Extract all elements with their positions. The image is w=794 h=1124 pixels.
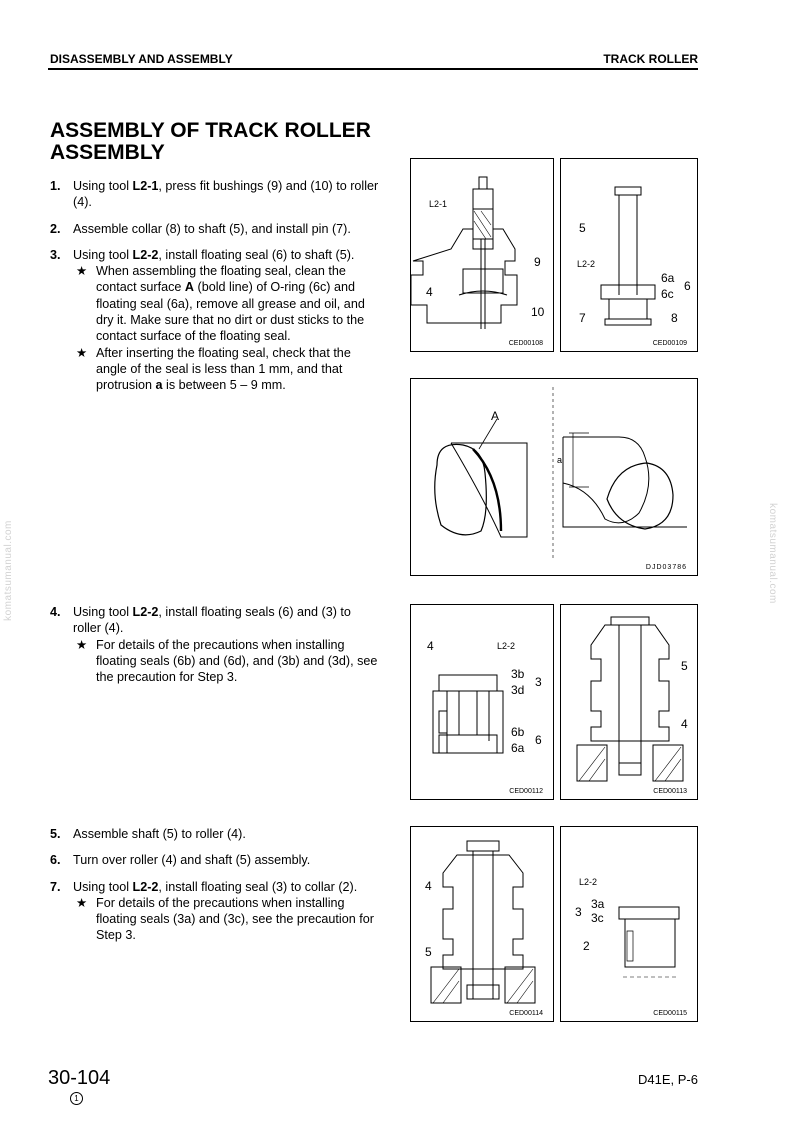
- step-text: , install floating seal (3) to collar (2).: [158, 879, 358, 894]
- step-text: Using tool: [73, 247, 133, 262]
- tool-code: L2-2: [132, 605, 159, 619]
- step-text: Using tool: [73, 605, 133, 619]
- tool-label: L2-2: [497, 641, 516, 651]
- part-label-2: 2: [583, 939, 590, 953]
- step-text: Using tool: [73, 879, 133, 894]
- step-3-note-2: [73, 345, 382, 394]
- part-label-3c: 3c: [591, 911, 604, 925]
- star-icon: ★: [76, 345, 88, 360]
- part-label-4: 4: [427, 639, 434, 653]
- step-5: [50, 826, 382, 842]
- part-label-4: 4: [426, 285, 433, 299]
- part-label-3: 3: [535, 675, 542, 689]
- step-group-1: [50, 178, 382, 404]
- title-line-1: ASSEMBLY OF TRACK ROLLER: [50, 119, 371, 142]
- note-text: When assembling the floating seal, clean the contact surface: [96, 264, 346, 295]
- figure-ced00108: [410, 158, 554, 352]
- part-label-3a: 3a: [591, 897, 605, 911]
- figure-code: CED00113: [653, 788, 687, 795]
- step-text: , install floating seal (6) to shaft (5).: [158, 247, 355, 262]
- step-text: , install floating seals (6) and (3) to roller (4).: [73, 605, 351, 636]
- part-label-6a: 6a: [661, 271, 675, 285]
- step-7-note-1: [73, 895, 382, 944]
- part-label-6: 6: [535, 733, 542, 747]
- tool-label: L2-2: [579, 877, 598, 887]
- roller-shaft-assembly-drawing: [411, 827, 555, 1023]
- step-number: 4.: [50, 605, 61, 619]
- part-label-5: 5: [425, 945, 432, 959]
- step-text: Assemble shaft (5) to roller (4).: [73, 827, 246, 841]
- tool-code: L2-2: [132, 879, 159, 894]
- figure-ced00112: [410, 604, 554, 800]
- figure-ced00113: [560, 604, 698, 800]
- figure-code: CED00115: [653, 1010, 687, 1017]
- page-number: 30-104: [48, 1067, 111, 1089]
- header-section: DISASSEMBLY AND ASSEMBLY: [50, 52, 233, 66]
- figure-code: CED00112: [509, 788, 543, 795]
- part-label-10: 10: [531, 305, 545, 319]
- part-label-3b: 3b: [511, 667, 525, 681]
- part-label-6a: 6a: [511, 741, 525, 755]
- step-4-note-1: [73, 637, 382, 686]
- figure-djd03786: [410, 378, 698, 576]
- part-label-5: 5: [579, 221, 586, 235]
- collar-seal-install-drawing: [561, 827, 699, 1023]
- step-4: [50, 604, 382, 685]
- surface-label-a: A: [491, 409, 500, 423]
- step-text: Assemble collar (8) to shaft (5), and install pin (7).: [73, 221, 351, 236]
- title-line-2: ASSEMBLY: [50, 141, 165, 164]
- step-number: 2.: [50, 221, 61, 236]
- step-number: 3.: [50, 247, 61, 262]
- part-label-6b: 6b: [511, 725, 525, 739]
- figure-code: CED00109: [652, 340, 687, 347]
- figure-code: DJD03786: [645, 564, 687, 571]
- header-topic: TRACK ROLLER: [603, 52, 698, 66]
- model-code: D41E, P-6: [638, 1072, 698, 1087]
- header-rule: [48, 68, 698, 70]
- watermark-right: komatsumanual.com: [766, 503, 778, 604]
- shaft-into-roller-drawing: [561, 605, 699, 801]
- note-text: For details of the precautions when installing floating seals (3a) and (3c), see the precaution for Step 3.: [96, 895, 374, 943]
- part-label-4: 4: [425, 879, 432, 893]
- figure-code: CED00114: [509, 1010, 543, 1017]
- star-icon: ★: [76, 264, 88, 279]
- tool-label: L2-2: [577, 259, 596, 269]
- part-label-6: 6: [684, 279, 691, 293]
- figure-ced00109: [560, 158, 698, 352]
- step-2: [50, 221, 382, 237]
- part-label-8: 8: [671, 311, 678, 325]
- note-bold: a: [155, 378, 163, 393]
- tool-code: L2-2: [132, 247, 159, 262]
- step-text: Using tool: [73, 179, 133, 193]
- part-label-3: 3: [575, 905, 582, 919]
- star-icon: ★: [76, 637, 88, 652]
- step-text: , press fit bushings (9) and (10) to roller (4).: [73, 179, 379, 210]
- step-3: [50, 247, 382, 394]
- part-label-3d: 3d: [511, 683, 525, 697]
- step-number: 5.: [50, 827, 61, 841]
- floating-seal-contact-drawing: [411, 379, 699, 577]
- step-1: [50, 178, 382, 211]
- step-text: Turn over roller (4) and shaft (5) assembly.: [73, 853, 311, 868]
- roller-seals-install-drawing: [411, 605, 555, 801]
- step-number: 1.: [50, 179, 61, 193]
- note-text: After inserting the floating seal, check that the angle of the seal is less than 1 mm, and that protrusion: [96, 345, 351, 393]
- note-bold: A: [184, 280, 195, 295]
- tool-code: L2-1: [132, 179, 159, 193]
- part-label-4: 4: [681, 717, 688, 731]
- step-number: 6.: [50, 853, 61, 868]
- step-7: [50, 879, 382, 944]
- revision-mark: 1: [70, 1092, 83, 1105]
- star-icon: ★: [76, 895, 88, 910]
- figure-code: CED00108: [508, 340, 543, 347]
- part-label-5: 5: [681, 659, 688, 673]
- page-title: [50, 120, 410, 164]
- step-6: [50, 852, 382, 868]
- figure-ced00114: [410, 826, 554, 1022]
- part-label-7: 7: [579, 311, 586, 325]
- note-text: For details of the precautions when installing floating seals (6b) and (6d), and (3b) and (3d), see the precaution for Step 3.: [96, 637, 378, 685]
- step-group-3: [50, 826, 382, 954]
- watermark-left: komatsumanual.com: [2, 520, 14, 621]
- step-number: 7.: [50, 879, 61, 894]
- figure-ced00115: [560, 826, 698, 1022]
- note-text: is between 5 – 9 mm.: [162, 378, 286, 393]
- step-3-note-1: [73, 263, 382, 344]
- tool-label: L2-1: [429, 199, 448, 209]
- part-label-9: 9: [534, 255, 541, 269]
- part-label-6c: 6c: [661, 287, 674, 301]
- step-group-2: [50, 604, 382, 695]
- protrusion-label: a: [557, 455, 563, 465]
- note-text: (bold line) of O-ring (6c) and floating seal (6a), remove all grease and oil, and dry it. Make sure that no dirt or dust sticks to the contact surface of the floating seal.: [96, 280, 365, 344]
